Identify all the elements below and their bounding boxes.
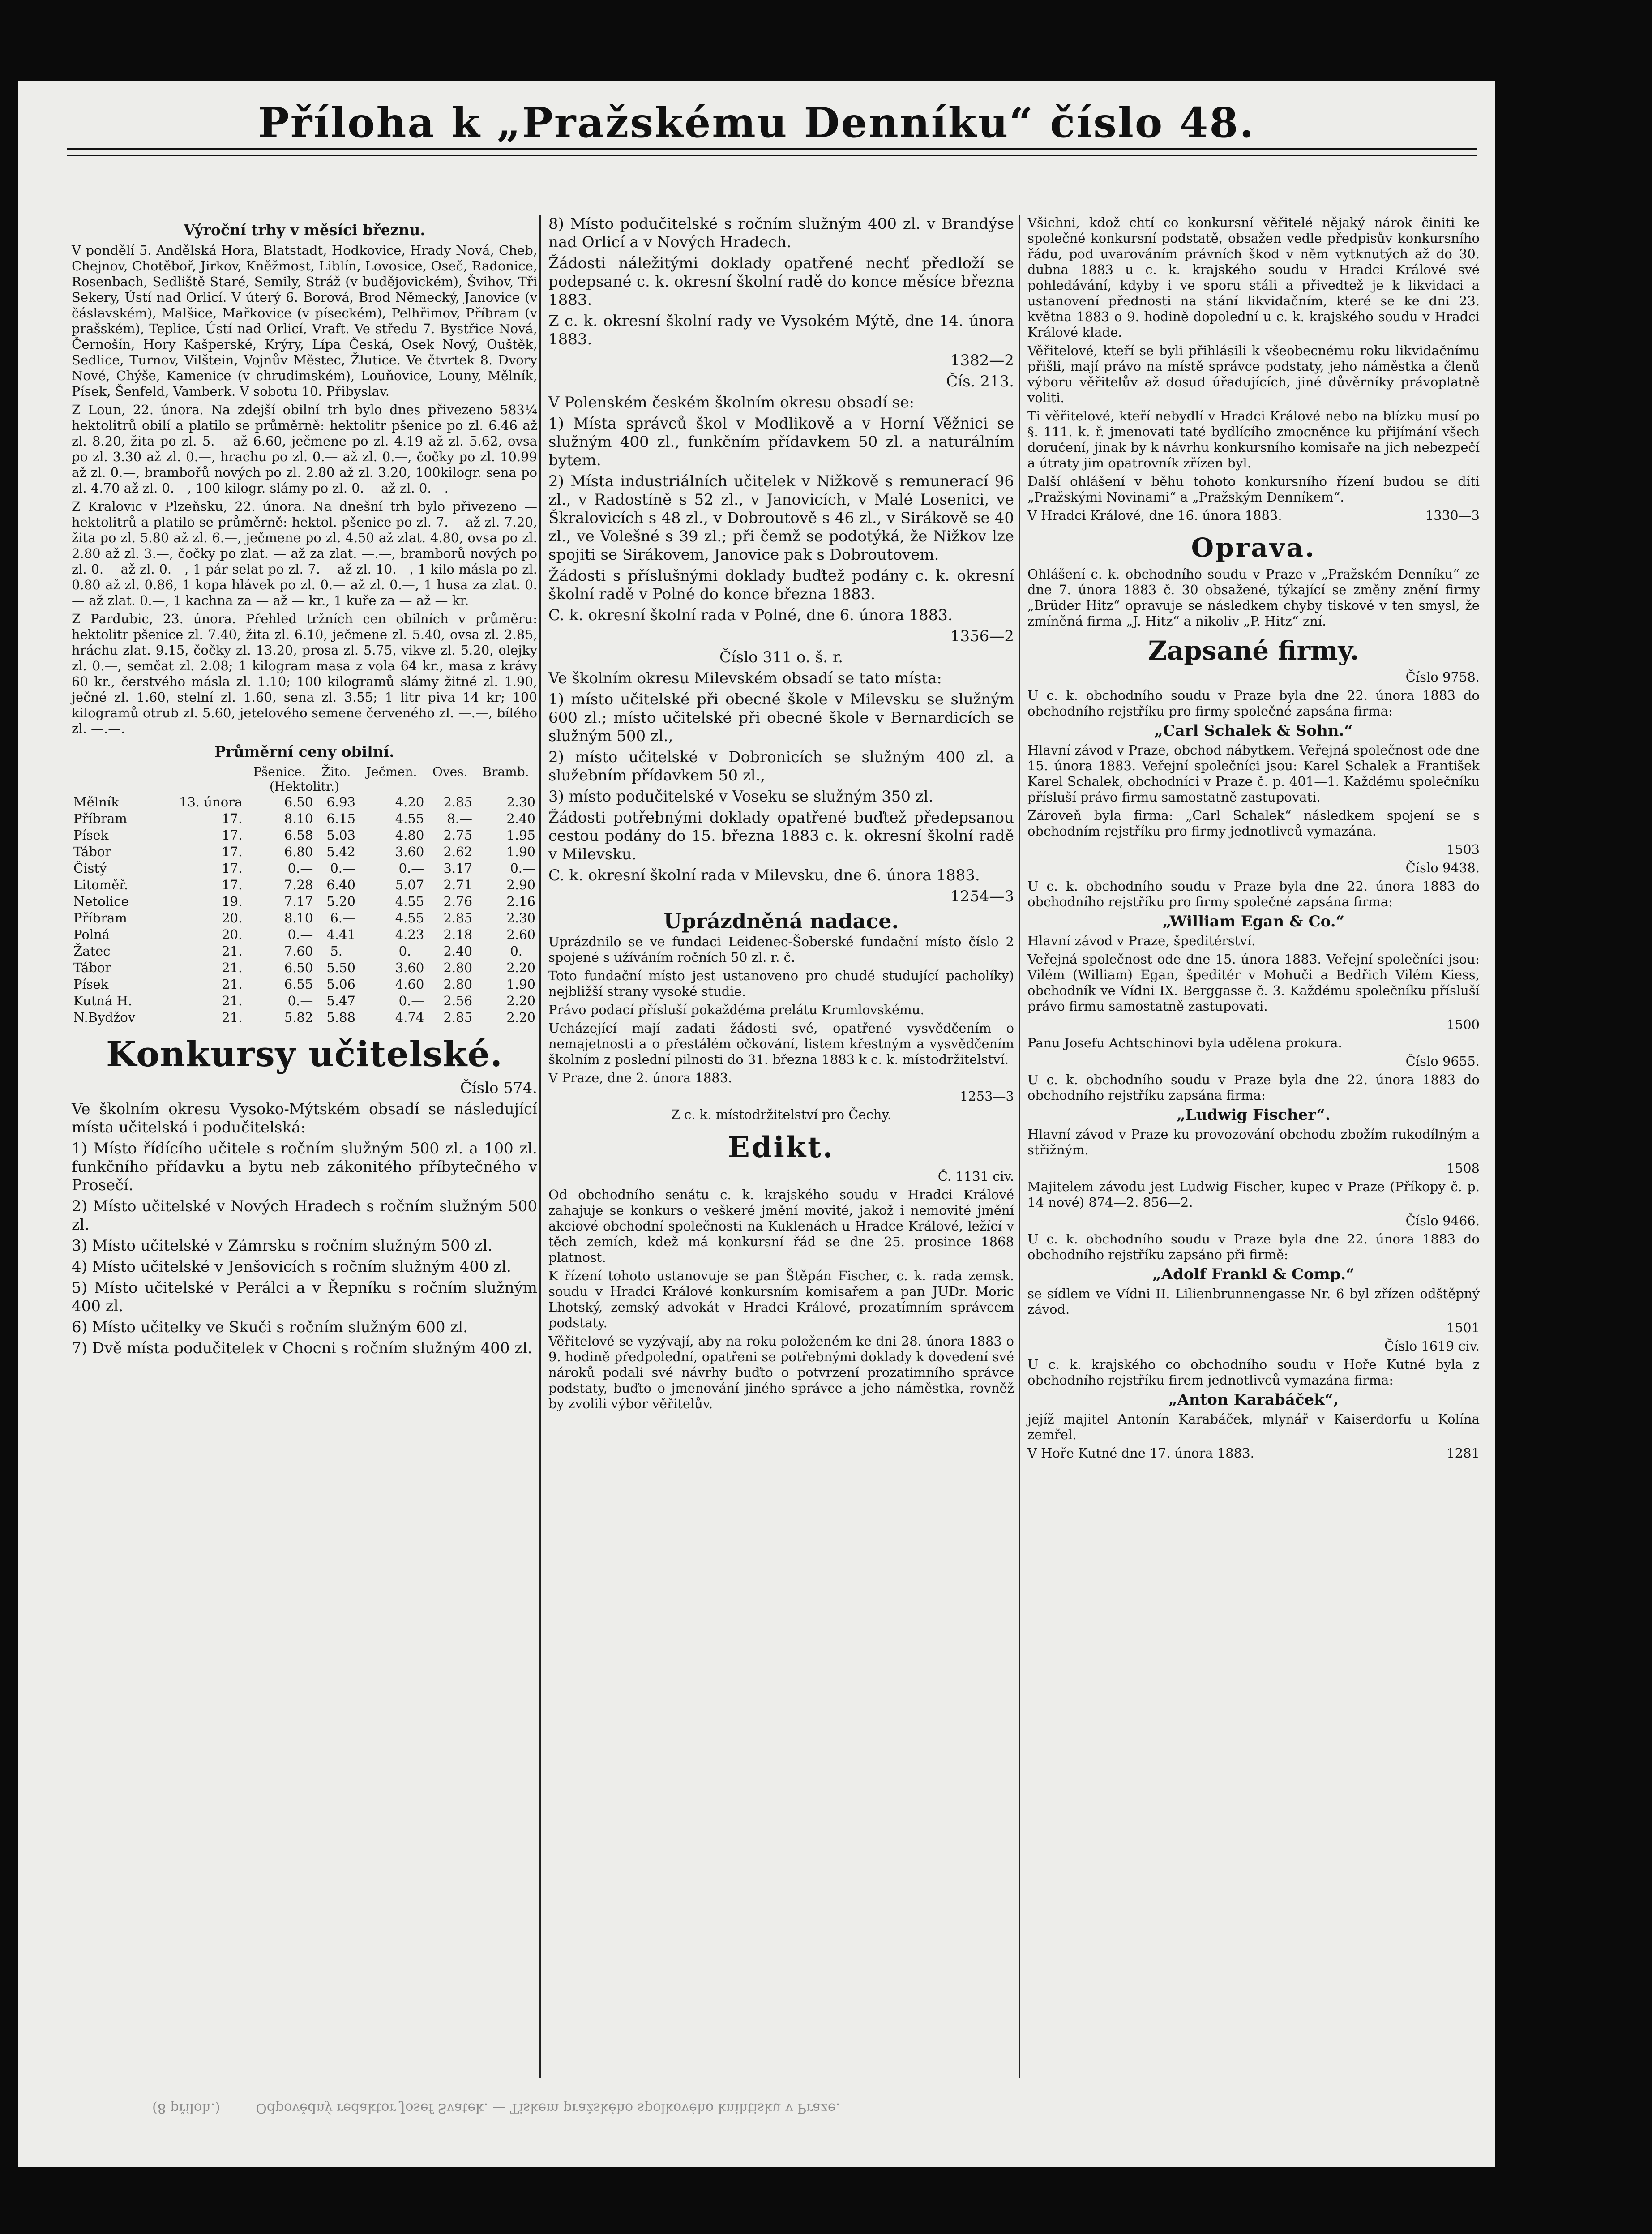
prices-cell: 2.30 [506, 910, 535, 926]
edikt-signature-row [1027, 508, 1480, 526]
prices-cell: 8.10 [284, 910, 313, 926]
f1-text: Hlavní závod v Praze, obchod nábytkem. Veřejná společnost ode dne 15. února 1883. Veřejní společníci jsou: Karel Schalek a František Karel Schalek, obchodníci v Praze č. p. 401—1. Každému společníku přísluší právo firmu samostatně zastupovati. [1027, 742, 1480, 805]
prices-col-header [157, 764, 244, 779]
prices-cell: 20. [222, 910, 243, 926]
prices-cell: 8.— [447, 811, 473, 826]
prices-cell: Písek [73, 828, 109, 843]
report-kralovice: Z Kralovic v Plzeňsku, 22. února. Na dnešní trh bylo přivezeno — hektolitrů a platilo se průměrně: hektol. pšenice po zl. 7.— až zl. 7.20, žita po zl. 5.80 až zl. 6.—, ječmene po zl. 4.50 až zlat. 4.80, ovsa po zl. 2.80 až zl. 3.—, čočky po zlat. — až za zlat. —.—, bramborů nových po zl. 0.— až zl. 0.—, 1 pár selat po zl. 7.— až zl. 10.—, 1 kilo másla po zl. 0.80 až zl. 0.86, 1 kopa hlávek po zl. 0.— až zl. 0.—, 1 husa za zlat. 0.— až zlat. 0.—, 1 kachna za — až — kr., 1 kuře za — až — kr. [72, 499, 537, 608]
prices-cell: 5.20 [326, 894, 355, 909]
prices-cell: 5.42 [326, 844, 355, 859]
prices-cell: Kutná H. [73, 993, 133, 1008]
prices-cell: 4.60 [395, 977, 424, 992]
prices-cell: 17. [222, 828, 243, 843]
prices-cell: 20. [222, 927, 243, 942]
prices-unit: (Hektolitr.) [269, 779, 340, 794]
prices-cell: 2.20 [506, 960, 535, 975]
f5-text: jejíž majitel Antonín Karabáček, mlynář v Kaiserdorfu u Kolína zemřel. [1027, 1411, 1480, 1442]
prices-cell: 17. [222, 877, 243, 892]
prices-col-header: Ječmen. [366, 764, 417, 779]
f2-code: 1500 [1447, 1017, 1480, 1032]
edikt-text-7: Další ohlášení v běhu tohoto konkursního řízení budou se díti „Pražskými Novinami“ a „Pražským Denníkem“. [1027, 474, 1480, 505]
prices-cell: 2.76 [443, 894, 473, 909]
f2-firm-name: „William Egan & Co.“ [1162, 913, 1345, 930]
k3-number: Číslo 311 o. š. r. [719, 648, 843, 666]
prices-cell: Tábor [73, 960, 111, 975]
masthead-title: Příloha k „Pražskému Denníku“ číslo 48. [258, 99, 1255, 147]
edikt-number: Č. 1131 civ. [937, 1169, 1014, 1184]
prices-cell: 6.55 [284, 977, 313, 992]
f1-code: 1503 [1447, 842, 1480, 857]
prices-cell: 6.15 [326, 811, 355, 826]
prices-cell: 7.60 [284, 943, 313, 959]
prices-cell: 2.30 [506, 794, 535, 810]
prices-cell: 21. [222, 993, 243, 1008]
prices-cell: 21. [222, 977, 243, 992]
k1-signature: Z c. k. okresní školní rady ve Vysokém Mýtě, dne 14. února 1883. [548, 312, 1014, 348]
prices-cell: 0.— [398, 993, 424, 1008]
prices-cell: 2.56 [443, 993, 473, 1008]
prices-cell: 2.85 [443, 910, 473, 926]
prices-cell: 5.03 [326, 828, 355, 843]
f2-number: Číslo 9438. [1405, 860, 1480, 875]
f4-firm-name: „Adolf Frankl & Comp.“ [1152, 1265, 1355, 1283]
prices-row [72, 910, 537, 926]
prices-col-header [72, 764, 157, 779]
prices-cell: 4.55 [395, 894, 424, 909]
nadace-org: Z c. k. místodržitelství pro Čechy. [671, 1107, 892, 1122]
prices-cell: 2.80 [443, 960, 473, 975]
f5-number: Číslo 1619 civ. [1384, 1338, 1480, 1354]
prices-cell: 13. února [179, 794, 243, 810]
k1-item-8: 8) Místo podučitelské s ročním služným 400 zl. v Brandýse nad Orlicí a v Nových Hradech. [548, 215, 1014, 251]
footer-right: Odpovědný redaktor Josef Svatek. — Tiskem pražského spolkového knihtisku v Praze. [256, 2100, 840, 2116]
f1-firm-name: „Carl Schalek & Sohn.“ [1154, 722, 1353, 740]
k2-number: Čís. 213. [946, 373, 1014, 390]
prices-row [72, 993, 537, 1009]
f4-intro: U c. k. obchodního soudu v Praze byla dne 22. února 1883 do obchodního rejstříku zapsáno při firmě: [1027, 1231, 1480, 1262]
prices-cell: 2.80 [443, 977, 473, 992]
k2-intro: V Polenském českém školním okresu obsadí se: [548, 394, 915, 412]
prices-cell: 3.60 [395, 844, 424, 859]
prices-cell: Příbram [73, 811, 127, 826]
f3-number: Číslo 9655. [1405, 1054, 1480, 1069]
column-divider [539, 215, 541, 2078]
f3-text-2: Majitelem závodu jest Ludwig Fischer, kupec v Praze (Příkopy č. p. 14 nové) 874—2. 856—2. [1027, 1179, 1480, 1210]
k1-item: 5) Místo učitelské v Perálci a v Řepníku s ročním služným 400 zl. [72, 1279, 537, 1315]
report-pardubice: Z Pardubic, 23. února. Přehled tržních cen obilních v průměru: hektolitr pšenice zl. 7.40, žita zl. 6.10, ječmene zl. 5.40, ovsa zl. 2.85, hráchu zlat. 9.15, čočky zl. 13.20, prosa zl. 5.75, vikve zl. 5.20, olejky zl. 0.—, semčat zl. 2.08; 1 kilogram masa z vola 64 kr., masa z krávy 60 kr., čerstvého másla zl. 1.10; 100 kilogramů slámy žitné zl. 1.90, ječné zl. 1.60, stelní zl. 1.60, sena zl. 3.55; 1 litr piva 14 kr; 100 kilogramů otrub zl. 5.60, jetelového semene červeného zl. —.—, bílého zl. —.—. [72, 611, 537, 736]
nadace-signature-number: 1253—3 [959, 1089, 1014, 1104]
prices-cell: 4.55 [395, 910, 424, 926]
prices-cell: 2.60 [506, 927, 535, 942]
footer-left: (8 příloh.) [152, 2100, 220, 2116]
f4-number: Číslo 9466. [1405, 1213, 1480, 1228]
prices-cell: 5.47 [326, 993, 355, 1008]
k1-applications: Žádosti náležitými doklady opatřené nechť předloží se podepsané c. k. okresní školní radě do konce měsíce března 1883. [548, 254, 1014, 309]
prices-cell: 0.— [510, 943, 535, 959]
k2-signature-number: 1356—2 [950, 627, 1014, 645]
prices-cell: Polná [73, 927, 110, 942]
edikt-heading: Edikt. [728, 1131, 835, 1164]
f2-prokura: Panu Josefu Achtschinovi byla udělena prokura. [1027, 1035, 1342, 1051]
prices-row [72, 827, 537, 844]
prices-cell: 5.— [330, 943, 355, 959]
k1-item: 6) Místo učitelky ve Skuči s ročním služným 600 zl. [72, 1318, 468, 1336]
prices-cell: 7.17 [284, 894, 313, 909]
prices-cell: 2.85 [443, 794, 473, 810]
prices-body [72, 794, 537, 1026]
k1-number: Číslo 574. [460, 1079, 537, 1097]
firmy-heading: Zapsané firmy. [1148, 635, 1359, 666]
column-3 [1027, 215, 1480, 1464]
prices-cell: 1.90 [506, 977, 535, 992]
f4-text: se sídlem ve Vídni II. Lilienbrunnengasse Nr. 6 byl zřízen odštěpný závod. [1027, 1286, 1480, 1317]
prices-row [72, 926, 537, 943]
f2-intro: U c. k. obchodního soudu v Praze byla dne 22. února 1883 do obchodního rejstříku pro firmy společné zapsána firma: [1027, 879, 1480, 909]
prices-row [72, 844, 537, 860]
f2-text-2: Veřejná společnost ode dne 15. února 1883. Veřejní společníci jsou: Vilém (William) Egan, špeditér v Mohuči a Bedřich Vilém Kiess, obchodník ve Vídni IX. Berggasse č. 3. Každému společníku přísluší právo firmu samostatně zastupovati. [1027, 952, 1480, 1014]
f1-number: Číslo 9758. [1405, 669, 1480, 685]
prices-cell: 2.20 [506, 1010, 535, 1025]
f5-signature-row [1027, 1445, 1480, 1464]
prices-cell: 6.50 [284, 960, 313, 975]
prices-cell: 0.— [287, 927, 313, 942]
nadace-text-1: Uprázdnilo se ve fundaci Leidenec-Šoberské fundační místo číslo 2 spojené s užíváním ročních 50 zl. r. č. [548, 934, 1014, 965]
prices-cell: 3.60 [395, 960, 424, 975]
prices-row [72, 794, 537, 810]
prices-cell: 0.— [330, 861, 355, 876]
prices-header-row [72, 764, 537, 779]
prices-cell: Netolice [73, 894, 129, 909]
prices-cell: 6.50 [284, 794, 313, 810]
prices-cell: 2.40 [506, 811, 535, 826]
k2-signature: C. k. okresní školní rada v Polné, dne 6. února 1883. [548, 606, 953, 624]
prices-cell: 5.06 [326, 977, 355, 992]
prices-cell: 1.90 [506, 844, 535, 859]
f2-text: Hlavní závod v Praze, špeditérství. [1027, 933, 1256, 948]
prices-cell: 6.40 [326, 877, 355, 892]
prices-cell: 2.62 [443, 844, 473, 859]
prices-col-header: Žito. [321, 764, 351, 779]
newspaper-page [18, 81, 1495, 2167]
k2-item: 2) Místa industriálních učitelek v Nižkově s remunerací 96 zl., v Radostíně s 52 zl., v Janovicích, v Malé Losenici, ve Škralovicích s 48 zl., v Dobroutově s 46 zl., v Sirákově se 40 zl., ve Volešné s 39 zl.; při čemž se podotýká, že Nižkov lze spojiti se Sirákovem, Janovice pak s Dobroutovem. [548, 472, 1014, 564]
prices-cell: 4.80 [395, 828, 424, 843]
prices-cell: 5.50 [326, 960, 355, 975]
prices-cell: 21. [222, 1010, 243, 1025]
column-1 [72, 215, 537, 1360]
k3-signature: C. k. okresní školní rada v Milevsku, dne 6. února 1883. [548, 866, 980, 884]
markets-text: V pondělí 5. Andělská Hora, Blatstadt, Hodkovice, Hrady Nová, Cheb, Chejnov, Chotěboř, Jirkov, Kněžmost, Liblín, Lovosice, Oseč, Radonice, Rosenbach, Sedliště Staré, Semily, Stráž (v budějovickém), Švihov, Tři Sekery, Ústí nad Orlicí. V úterý 6. Borová, Brod Německý, Janovice (v čáslavském), Malšice, Mařkovice (v píseckém), Pelhřimov, Příbram (v prašském), Teplice, Ústí nad Orlicí, Vraft. Ve středu 7. Bystřice Nová, Černošín, Hory Kašperské, Krýry, Lípa Česká, Osek Nový, Ouštěk, Sedlice, Turnov, Vilštein, Vojnův Městec, Žlutice. Ve čtvrtek 8. Dvory Nové, Chýše, Kamenice (v chrudimském), Louňovice, Louny, Mělník, Písek, Šenfeld, Vamberk. V sobotu 10. Přibyslav. [72, 243, 537, 399]
prices-cell: Litoměř. [73, 877, 128, 892]
nadace-text-2: Toto fundační místo jest ustanoveno pro chudé studující pacholíky) nejbližší strany vysoké studie. [548, 968, 1014, 999]
edikt-text-5: Věřitelové, kteří se byli přihlásili k všeobecnému roku likvidačnímu přišli, mají právo na místě správce podstaty, jeho náměstka a členů výboru věřitelův až dosud úřadujících, jiné důvěrníky právoplatně voliti. [1027, 343, 1480, 405]
prices-cell: Žatec [73, 943, 111, 959]
prices-cell: 21. [222, 960, 243, 975]
f5-firm-name: „Anton Karabáček“, [1168, 1391, 1339, 1409]
prices-row [72, 893, 537, 910]
prices-cell: 0.— [510, 861, 535, 876]
prices-cell: 2.20 [506, 993, 535, 1008]
prices-cell: 6.93 [326, 794, 355, 810]
prices-cell: 4.41 [326, 927, 355, 942]
prices-col-header: Pšenice. [253, 764, 306, 779]
prices-cell: 7.28 [284, 877, 313, 892]
konkursy-heading: Konkursy učitelské. [106, 1034, 503, 1075]
k1-item: 4) Místo učitelské v Jenšovicích s ročním služným 400 zl. [72, 1258, 511, 1276]
k3-signature-number: 1254—3 [950, 888, 1014, 905]
prices-cell: 6.58 [284, 828, 313, 843]
prices-cell: Písek [73, 977, 109, 992]
prices-cell: 2.18 [443, 927, 473, 942]
edikt-signature: V Hradci Králové, dne 16. února 1883. [1027, 508, 1282, 523]
report-louny: Z Loun, 22. února. Na zdejší obilní trh bylo dnes přivezeno 583¼ hektolitrů obilí a platilo se průměrně: hektolitr pšenice po zl. 6.46 až zl. 8.20, žita po zl. 5.— až 6.60, ječmene po zl. 4.19 až zl. 5.62, ovsa po zl. 3.30 až zl. 0.—, hrachu po zl. 0.— až zl. 0.—, čočky po zl. 10.99 až zl. 0.—, brambořů nových po zl. 2.80 až zl. 3.20, 100kilogr. sena po zl. 4.70 až zl. 0.—, 100 kilogr. slámy po zl. 0.— až zl. 0.—. [72, 402, 537, 496]
prices-cell: 2.75 [443, 828, 473, 843]
f5-intro: U c. k. krajského co obchodního soudu v Hoře Kutné byla z obchodního rejstříku firem jednotlivců vymazána firma: [1027, 1357, 1480, 1388]
k1-signature-number: 1382—2 [950, 352, 1014, 369]
k3-item: 2) místo učitelské v Dobronicích se služným 400 zl. a služebním přídavkem 50 zl., [548, 748, 1014, 785]
prices-title: Průměrní ceny obilní. [214, 743, 394, 760]
prices-cell: Mělník [73, 794, 119, 810]
prices-cell: 4.20 [395, 794, 424, 810]
f3-intro: U c. k. obchodního soudu v Praze byla dne 22. února 1883 do obchodního rejstříku zapsána firma: [1027, 1072, 1480, 1103]
prices-row [72, 1009, 537, 1026]
prices-cell: 6.80 [284, 844, 313, 859]
k2-items [548, 415, 1014, 564]
prices-row [72, 877, 537, 893]
f1-text-2: Zároveň byla firma: „Carl Schalek“ následkem spojení se s obchodním rejstříku pro firmy jednotlivců vymazána. [1027, 808, 1480, 839]
prices-table [72, 764, 537, 1026]
f5-signature-number: 1281 [1447, 1445, 1480, 1461]
prices-row [72, 976, 537, 993]
k1-item: 1) Místo řídícího učitele s ročním služným 500 zl. a 100 zl. funkčního přídavku a bytu neb zákonitého příbytečného v Prosečí. [72, 1140, 537, 1194]
prices-cell: 6.— [330, 910, 355, 926]
f3-code: 1508 [1447, 1161, 1480, 1176]
masthead-rule-thin [67, 155, 1477, 156]
k3-item: 1) místo učitelské při obecné škole v Milevsku se služným 600 zl.; místo učitelské při obecné škole v Bernardicích se služným 500 zl., [548, 690, 1014, 745]
k3-applications: Žádosti potřebnými doklady opatřené buďtež předepsanou cestou podány do 15. března 1883 c. k. okresní školní radě v Milevsku. [548, 809, 1014, 863]
prices-cell: N.Bydžov [73, 1010, 136, 1025]
prices-cell: Tábor [73, 844, 111, 859]
k1-item: 2) Místo učitelské v Nových Hradech s ročním služným 500 zl. [72, 1197, 537, 1234]
prices-col-header: Bramb. [482, 764, 529, 779]
prices-cell: 21. [222, 943, 243, 959]
edikt-text-6: Ti věřitelové, kteří nebydlí v Hradci Králové nebo na blízku musí po §. 111. k. ř. jmenovati taté bydlícího zmocněnce ku přijímání všech doručení, jinak by k návrhu konkursního komisaře na jich nebezpečí a útraty jim opatrovník zřízen byl. [1027, 408, 1480, 471]
f5-signature: V Hoře Kutné dne 17. února 1883. [1027, 1445, 1254, 1461]
k2-applications: Žádosti s příslušnými doklady buďtež podány c. k. okresní školní radě v Polné do konce března 1883. [548, 567, 1014, 603]
prices-cell: 4.23 [395, 927, 424, 942]
k3-item: 3) místo podučitelské v Voseku se služným 350 zl. [548, 788, 933, 806]
edikt-text-3: Věřitelové se vyzývají, aby na roku položeném ke dni 28. února 1883 o 9. hodině předpolední, opatřeni se potřebnými doklady k dovedení své nároků podali své návrhy buďto o potvrzení prozatimního správce podstaty, buďto o jmenování jiného správce a jeho náměstka, rovněž by zvolili výbor věřitelův. [548, 1334, 1014, 1411]
masthead-rule [67, 148, 1477, 150]
k1-item: 7) Dvě místa podučitelek v Chocni s ročním služným 400 zl. [72, 1339, 532, 1357]
f1-intro: U c. k. obchodního soudu v Praze byla dne 22. února 1883 do obchodního rejstříku pro firmy společné zapsána firma: [1027, 688, 1480, 719]
edikt-signature-number: 1330—3 [1425, 508, 1480, 523]
markets-heading: Výroční trhy v měsíci březnu. [184, 221, 425, 239]
k3-items [548, 690, 1014, 806]
column-divider [1019, 215, 1020, 2078]
prices-cell: 5.88 [326, 1010, 355, 1025]
prices-row [72, 860, 537, 877]
edikt-text-1: Od obchodního senátu c. k. krajského soudu v Hradci Králové zahajuje se konkurs o veškeré jmění movité, jakož i nemovité jmění akciové obchodní společnosti na Kuklenách u Hradce Králové, ležící v těch zemích, kdež má konkursní řád se dne 25. prosince 1868 platnost. [548, 1187, 1014, 1265]
prices-cell: 17. [222, 844, 243, 859]
prices-cell: 17. [222, 811, 243, 826]
prices-cell: 0.— [287, 993, 313, 1008]
prices-cell: Čistý [73, 861, 107, 876]
nadace-heading: Uprázdněná nadace. [663, 909, 899, 933]
prices-cell: 5.07 [395, 877, 424, 892]
prices-cell: 19. [222, 894, 243, 909]
k1-item: 3) Místo učitelské v Zámrsku s ročním služným 500 zl. [72, 1237, 492, 1255]
f3-firm-name: „Ludwig Fischer“. [1177, 1106, 1331, 1124]
bleed-through-footer [152, 2100, 871, 2116]
prices-row [72, 810, 537, 827]
oprava-heading: Oprava. [1191, 532, 1316, 563]
k1-intro: Ve školním okresu Vysoko-Mýtském obsadí se následující místa učitelská i podučitelská: [72, 1100, 537, 1136]
edikt-text-4: Všichni, kdož chtí co konkursní věřitelé nějaký nárok činiti ke společné konkursní podstatě, obsažen vedle předpisův konkursního řádu, pod uvarováním právních škod v něm vytknutých až do 30. dubna 1883 u c. k. krajského soudu v Hradci Králové své pohledávání, kdyby i ve sporu stáli a přivedtež je k likvidaci a ustanovení přednosti na stání likvidačním, které se ke dni 23. května 1883 o 9. hodině dopolední u c. k. krajského soudu v Hradci Králové klade. [1027, 215, 1480, 340]
prices-cell: 0.— [398, 861, 424, 876]
nadace-text-4: Ucházející mají zadati žádosti své, opatřené vysvědčením o nemajetnosti a o přestálém očkování, listem křestným a vysvědčením školním z poslední pilnosti do 31. března 1883 k c. k. místodržitelství. [548, 1021, 1014, 1067]
prices-cell: 2.71 [443, 877, 473, 892]
prices-cell: 8.10 [284, 811, 313, 826]
k1-items [72, 1140, 537, 1358]
prices-cell: Příbram [73, 910, 127, 926]
prices-cell: 2.40 [443, 943, 473, 959]
f3-text: Hlavní závod v Praze ku provozování obchodu zbožím rukodílným a střižným. [1027, 1127, 1480, 1158]
prices-row [72, 943, 537, 960]
f4-code: 1501 [1447, 1320, 1480, 1335]
prices-cell: 4.55 [395, 811, 424, 826]
prices-cell: 2.16 [506, 894, 535, 909]
k3-intro: Ve školním okresu Milevském obsadí se tato místa: [548, 669, 942, 687]
prices-cell: 0.— [398, 943, 424, 959]
prices-col-header: Oves. [432, 764, 468, 779]
prices-cell: 4.74 [395, 1010, 424, 1025]
prices-cell: 0.— [287, 861, 313, 876]
edikt-text-2: K řízení tohoto ustanovuje se pan Štěpán Fischer, c. k. rada zemsk. soudu v Hradci Králové konkursním komisařem a pan JUDr. Moric Lhotský, zemský advokát v Hradci Králové, prozatímním správcem podstaty. [548, 1268, 1014, 1330]
prices-cell: 2.85 [443, 1010, 473, 1025]
prices-cell: 17. [222, 861, 243, 876]
column-2 [548, 215, 1014, 1415]
prices-cell: 5.82 [284, 1010, 313, 1025]
k2-item: 1) Místa správců škol v Modlikově a v Horní Věžnici se služným 400 zl., funkčním přídavkem 50 zl. a naturálním bytem. [548, 415, 1014, 469]
prices-cell: 1.95 [506, 828, 535, 843]
prices-row [72, 960, 537, 976]
prices-cell: 3.17 [443, 861, 473, 876]
prices-cell: 2.90 [506, 877, 535, 892]
nadace-text-3: Právo podací přísluší pokaždéma prelátu Krumlovskému. [548, 1002, 924, 1017]
oprava-text: Ohlášení c. k. obchodního soudu v Praze v „Pražském Denníku“ ze dne 7. února 1883 č. 30 obsažené, týkající se změny znění firmy „Brüder Hitz“ opravuje se následkem chyby tiskové v ten smysl, že zmíněná firma „J. Hitz“ a nikoliv „P. Hitz“ zní. [1027, 566, 1480, 629]
nadace-signature: V Praze, dne 2. února 1883. [548, 1070, 732, 1085]
